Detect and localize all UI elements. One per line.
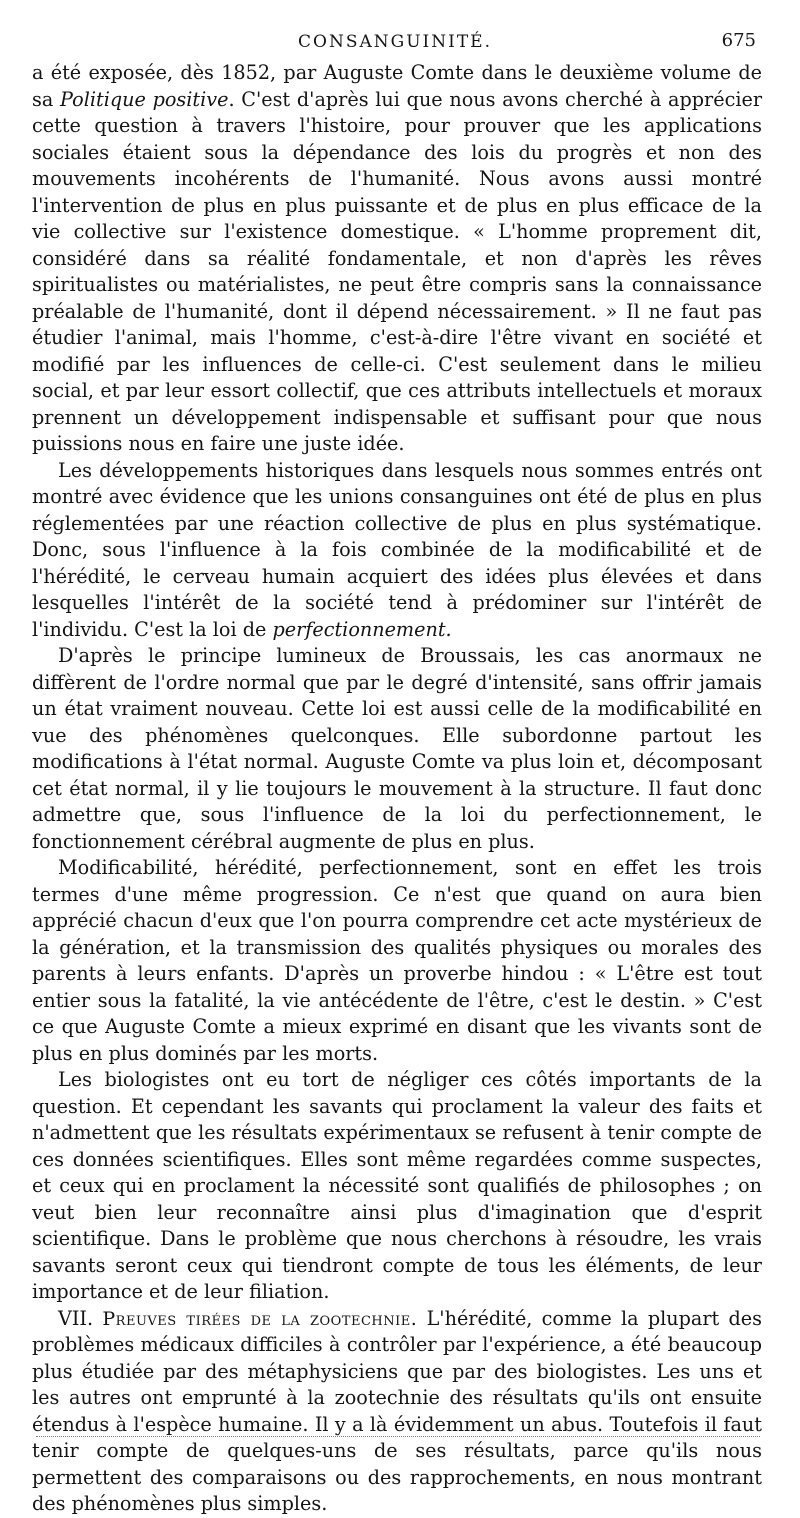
paragraph: Les biologistes ont eu tort de négliger ces côtés importants de la question. Et cependant les savants qui proclament la valeur des faits et n'admettent que les résultats expérimentaux se refusent à tenir compte de ces données scientifiques. Elles sont même regardées comme suspectes, et ceux qui en proclament la nécessité sont qualifiés de philosophes ; on veut bien leur reconnaître ainsi plus d'imagination que d'esprit scientifique. Dans le problème que nous cherchons à résoudre, les vrais savants seront ceux qui tiendront compte de tous les éléments, de leur importance et de leur filiation. (32, 1068, 762, 1303)
running-header (34, 30, 756, 56)
italic-term: perfectionnement. (272, 617, 452, 641)
page-body (32, 60, 762, 1518)
italic-title: Politique positive (60, 87, 229, 111)
paragraph: D'après le principe lumineux de Broussais, les cas anormaux ne diffèrent de l'ordre normal que par le degré d'intensité, sans offrir jamais un état vraiment nouveau. Cette loi est aussi celle de la modificabilité en vue des phénomènes quelconques. Elle subordonne partout les modifications à l'état normal. Auguste Comte va plus loin et, décomposant cet état normal, il y lie toujours le mouvement à la structure. Il faut donc admettre que, sous l'influence de la loi du perfectionnement, le fonctionnement cérébral augmente de plus en plus. (32, 644, 762, 853)
paragraph: Modificabilité, hérédité, perfectionnement, sont en effet les trois termes d'une même progression. Ce n'est que quand on aura bien apprécié chacun d'eux que l'on pourra comprendre cet acte mystérieux de la génération, et la transmission des qualités physiques ou morales des parents à leurs enfants. D'après un proverbe hindou : « L'être est tout entier sous la fatalité, la vie antécédente de l'être, c'est le destin. » C'est ce que Auguste Comte a mieux exprimé en disant que les vivants sont de plus en plus dominés par les morts. (32, 856, 762, 1065)
footer-dotted-rule (36, 1436, 760, 1437)
paragraph: Les développements historiques dans lesquels nous sommes entrés ont montré avec évidence que les unions consanguines ont été de plus en plus réglementées par une réaction collective de plus en plus systématique. Donc, sous l'influence à la fois combinée de la modificabilité et de l'hérédité, le cerveau humain acquiert des idées plus élevées et dans lesquelles l'intérêt de la société tend à prédominer sur l'intérêt de l'individu. C'est la loi de perfectionnement. (32, 458, 762, 641)
paragraph: a été exposée, dès 1852, par Auguste Comte dans le deuxième volume de sa Politique positive. C'est d'après lui que nous avons cherché à apprécier cette question à travers l'histoire, pour prouver que les applications sociales étaient sous la dépendance des lois du progrès et non des mouvements incohérents de l'humanité. Nous avons aussi montré l'intervention de plus en plus puissante et de plus en plus efficace de la vie collective sur l'existence domestique. « L'homme proprement dit, considéré dans sa réalité fondamentale, et non d'après les rêves spiritualistes ou matérialistes, ne peut être compris sans la connaissance préalable de l'humanité, dont il dépend nécessairement. » Il ne faut pas étudier l'animal, mais l'homme, c'est-à-dire l'être vivant en société et modifié par les influences de celle-ci. C'est seulement dans le milieu social, et par leur essort collectif, que ces attributs intellectuels et moraux prennent un développement indispensable et suffisant pour que nous puissions nous en faire une juste idée. (32, 61, 762, 455)
section-heading: Preuves tirées de la zootechnie. (102, 1307, 418, 1330)
running-title: CONSANGUINITÉ. (298, 32, 492, 52)
page-number: 675 (721, 30, 756, 51)
paragraph: VII. Preuves tirées de la zootechnie. L'hérédité, comme la plupart des problèmes médicaux difficiles à contrôler par l'expérience, a été beaucoup plus étudiée par des métaphysiciens que par des biologistes. Les uns et les autres ont emprunté à la zootechnie des résultats qu'ils ont ensuite étendus à l'espèce humaine. Il y a là évidemment un abus. Toutefois il faut tenir compte de quelques-uns de ses résultats, parce qu'ils nous permettent des comparaisons ou des rapprochements, en nous montrant des phénomènes plus simples. (32, 1306, 762, 1515)
